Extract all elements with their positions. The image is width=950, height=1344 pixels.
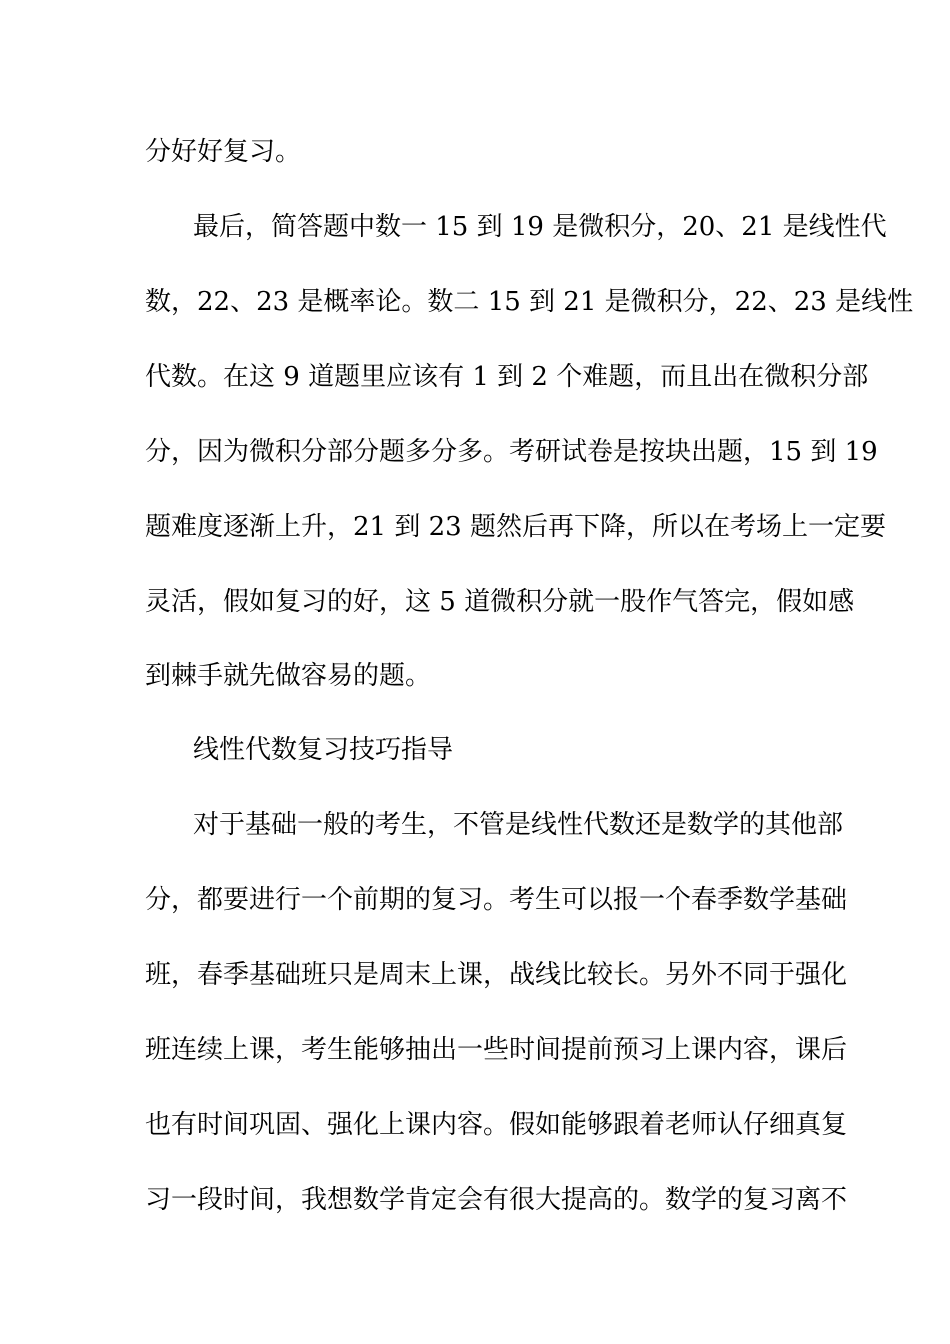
paragraph-line: 到棘手就先做容易的题。 — [145, 661, 432, 691]
paragraph-line: 分好好复习。 — [145, 137, 302, 167]
paragraph-line: 灵活，假如复习的好，这 5 道微积分就一股作气答完，假如感 — [145, 587, 855, 617]
paragraph-line: 对于基础一般的考生，不管是线性代数还是数学的其他部 — [193, 810, 844, 840]
paragraph-line: 分，因为微积分部分题多分多。考研试卷是按块出题，15 到 19 — [145, 437, 878, 467]
paragraph-line: 代数。在这 9 道题里应该有 1 到 2 个难题，而且出在微积分部 — [145, 362, 869, 392]
paragraph-line: 班连续上课，考生能够抽出一些时间提前预习上课内容，课后 — [145, 1035, 848, 1065]
section-heading: 线性代数复习技巧指导 — [193, 735, 454, 765]
paragraph-line: 最后，简答题中数一 15 到 19 是微积分，20、21 是线性代 — [193, 212, 887, 242]
paragraph-line: 也有时间巩固、强化上课内容。假如能够跟着老师认仔细真复 — [145, 1110, 848, 1140]
paragraph-line: 数，22、23 是概率论。数二 15 到 21 是微积分，22、23 是线性 — [145, 287, 914, 317]
paragraph-line: 题难度逐渐上升，21 到 23 题然后再下降，所以在考场上一定要 — [145, 512, 886, 542]
paragraph-line: 分，都要进行一个前期的复习。考生可以报一个春季数学基础 — [145, 885, 848, 915]
paragraph-line: 习一段时间，我想数学肯定会有很大提高的。数学的复习离不 — [145, 1185, 848, 1215]
paragraph-line: 班，春季基础班只是周末上课，战线比较长。另外不同于强化 — [145, 960, 848, 990]
